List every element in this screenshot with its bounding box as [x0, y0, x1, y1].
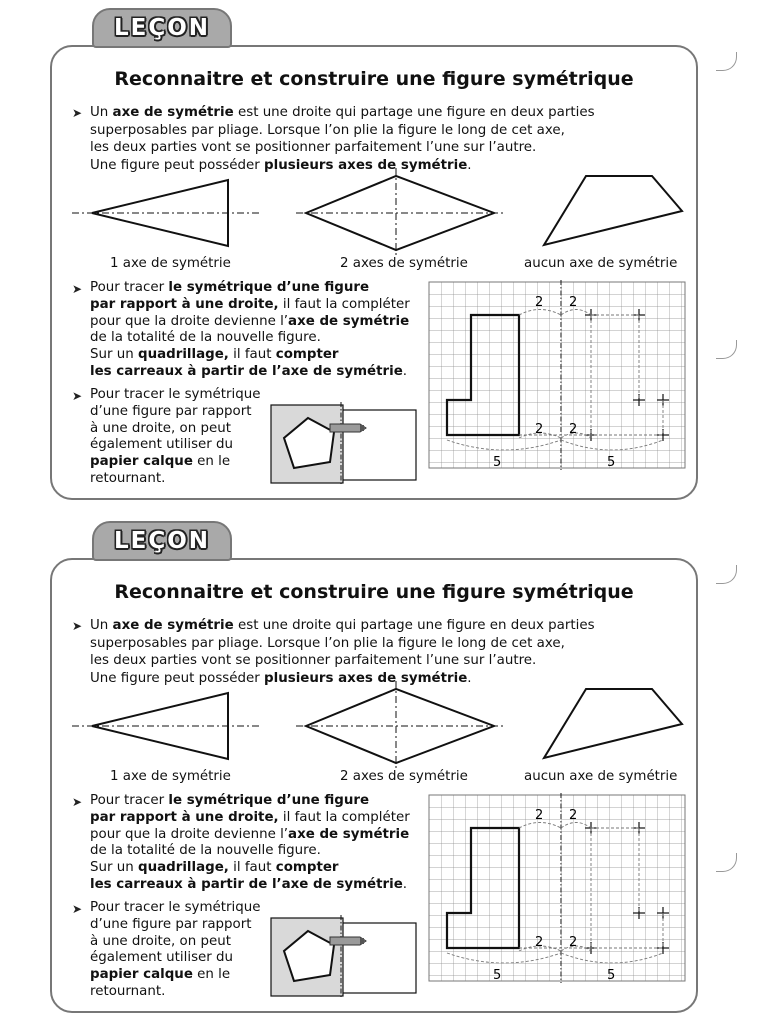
- binder-hole-mark: [716, 340, 737, 359]
- intro-text: Un: [90, 618, 113, 633]
- trace-bold: le symétrique d’une figure: [168, 280, 370, 295]
- calque-text: retournant.: [90, 983, 166, 999]
- caption-one-axis: 1 axe de symétrie: [110, 256, 231, 271]
- binder-hole-mark: [716, 853, 737, 872]
- trace-text: il faut la compléter: [278, 809, 410, 825]
- intro-bold: axe de symétrie: [112, 618, 234, 633]
- intro-text: .: [467, 670, 472, 686]
- calque-text: en le: [192, 967, 231, 983]
- bullet-arrow-icon: ➤: [72, 282, 83, 296]
- pencil-icon: [330, 937, 366, 945]
- trace-text: il faut: [228, 860, 276, 876]
- binder-hole-mark: [716, 565, 737, 584]
- intro-text: Une figure peut posséder: [90, 670, 265, 686]
- trace-text: de la totalité de la nouvelle figure.: [90, 330, 321, 346]
- grid-label-top-left: 2: [535, 808, 544, 823]
- symmetry-grid: [427, 280, 687, 470]
- calque-text: à une droite, on peut: [90, 420, 231, 436]
- calque-bold: papier calque: [90, 967, 193, 983]
- lesson-title: Reconnaitre et construire une figure symétrique: [114, 581, 634, 603]
- trace-bold: compter: [275, 347, 339, 363]
- intro-text: Un: [90, 105, 113, 120]
- trace-text: de la totalité de la nouvelle figure.: [90, 843, 321, 859]
- trace-paragraph: [90, 280, 420, 381]
- trace-text: .: [402, 363, 408, 379]
- intro-paragraph: [90, 104, 630, 174]
- grid-label-bottom-left: 2: [535, 422, 544, 437]
- rhombus-two-axes: [296, 168, 506, 258]
- binder-hole-mark: [716, 52, 737, 71]
- rhombus-two-axes: [296, 681, 506, 771]
- calque-text: Pour tracer le symétrique: [90, 387, 261, 402]
- grid-label-bottom-right: 2: [569, 935, 578, 950]
- caption-two-axes: 2 axes de symétrie: [340, 256, 468, 271]
- trace-text: .: [402, 876, 408, 892]
- calque-bold: papier calque: [90, 454, 193, 470]
- calque-paragraph: [90, 387, 280, 488]
- calque-text: également utiliser du: [90, 437, 234, 453]
- calque-text: d’une figure par rapport: [90, 403, 252, 419]
- bullet-arrow-icon: ➤: [72, 619, 83, 633]
- calque-text: en le: [192, 454, 231, 470]
- bullet-arrow-icon: ➤: [72, 902, 83, 916]
- intro-text: superposables par pliage. Lorsque l’on plie la figure le long de cet axe,: [90, 122, 565, 138]
- intro-bold: axe de symétrie: [112, 105, 234, 120]
- symmetry-examples: [60, 681, 700, 771]
- caption-no-axis: aucun axe de symétrie: [524, 769, 678, 784]
- grid-label-top-right: 2: [569, 295, 578, 310]
- grid-label-bottom-left: 2: [535, 935, 544, 950]
- intro-text: est une droite qui partage une figure en deux parties: [233, 105, 595, 120]
- triangle-one-axis: [72, 180, 260, 246]
- grid-label-width-right: 5: [607, 968, 616, 983]
- grid-label-top-right: 2: [569, 808, 578, 823]
- grid-label-width-left: 5: [493, 968, 502, 983]
- lesson-tab-label: LEÇON: [113, 15, 211, 41]
- intro-text: Une figure peut posséder: [90, 157, 265, 173]
- lesson-card-1: [0, 0, 768, 500]
- lesson-tab: [92, 8, 232, 48]
- intro-text: .: [467, 157, 472, 173]
- trace-text: il faut la compléter: [278, 296, 410, 312]
- trapezoid-no-axis: [544, 689, 682, 758]
- pencil-icon: [330, 424, 366, 432]
- trace-text: Sur un: [90, 860, 138, 876]
- calque-text: retournant.: [90, 470, 166, 486]
- caption-two-axes: 2 axes de symétrie: [340, 769, 468, 784]
- trace-text: pour que la droite devienne l’: [90, 313, 289, 329]
- trace-bold: le symétrique d’une figure: [168, 793, 370, 808]
- lesson-title: Reconnaitre et construire une figure symétrique: [114, 68, 634, 90]
- grid-label-width-left: 5: [493, 455, 502, 470]
- trace-bold: quadrillage,: [137, 860, 229, 876]
- caption-no-axis: aucun axe de symétrie: [524, 256, 678, 271]
- lesson-card-2: [0, 513, 768, 1013]
- calque-text: d’une figure par rapport: [90, 916, 252, 932]
- trapezoid-no-axis: [544, 176, 682, 245]
- trace-text: il faut: [228, 347, 276, 363]
- intro-bold: plusieurs axes de symétrie: [264, 157, 468, 173]
- bullet-arrow-icon: ➤: [72, 106, 83, 120]
- intro-paragraph: [90, 617, 630, 687]
- intro-text: superposables par pliage. Lorsque l’on plie la figure le long de cet axe,: [90, 635, 565, 651]
- intro-text: les deux parties vont se positionner parfaitement l’une sur l’autre.: [90, 140, 537, 155]
- trace-text: Sur un: [90, 347, 138, 363]
- calque-text: à une droite, on peut: [90, 933, 231, 949]
- trace-bold: par rapport à une droite,: [90, 809, 279, 825]
- tracing-paper-illustration: [268, 402, 418, 486]
- trace-bold: compter: [275, 860, 339, 876]
- calque-text: également utiliser du: [90, 950, 234, 966]
- bullet-arrow-icon: ➤: [72, 795, 83, 809]
- trace-text: Pour tracer: [90, 280, 169, 295]
- lesson-tab-label: LEÇON: [113, 528, 211, 554]
- trace-text: pour que la droite devienne l’: [90, 826, 289, 842]
- trace-bold: les carreaux à partir de l’axe de symétrie: [90, 363, 403, 379]
- grid-label-top-left: 2: [535, 295, 544, 310]
- caption-one-axis: 1 axe de symétrie: [110, 769, 231, 784]
- symmetry-examples: [60, 168, 700, 258]
- trace-text: Pour tracer: [90, 793, 169, 808]
- symmetry-grid: [427, 793, 687, 983]
- intro-text: les deux parties vont se positionner parfaitement l’une sur l’autre.: [90, 653, 537, 668]
- grid-label-width-right: 5: [607, 455, 616, 470]
- triangle-one-axis: [72, 693, 260, 759]
- calque-text: Pour tracer le symétrique: [90, 900, 261, 915]
- intro-text: est une droite qui partage une figure en deux parties: [233, 618, 595, 633]
- intro-bold: plusieurs axes de symétrie: [264, 670, 468, 686]
- grid-label-bottom-right: 2: [569, 422, 578, 437]
- trace-bold: les carreaux à partir de l’axe de symétrie: [90, 876, 403, 892]
- calque-paragraph: [90, 900, 280, 1001]
- trace-bold: axe de symétrie: [288, 313, 410, 329]
- trace-paragraph: [90, 793, 420, 894]
- trace-bold: axe de symétrie: [288, 826, 410, 842]
- tracing-paper-illustration: [268, 915, 418, 999]
- trace-bold: par rapport à une droite,: [90, 296, 279, 312]
- lesson-tab: [92, 521, 232, 561]
- trace-bold: quadrillage,: [137, 347, 229, 363]
- bullet-arrow-icon: ➤: [72, 389, 83, 403]
